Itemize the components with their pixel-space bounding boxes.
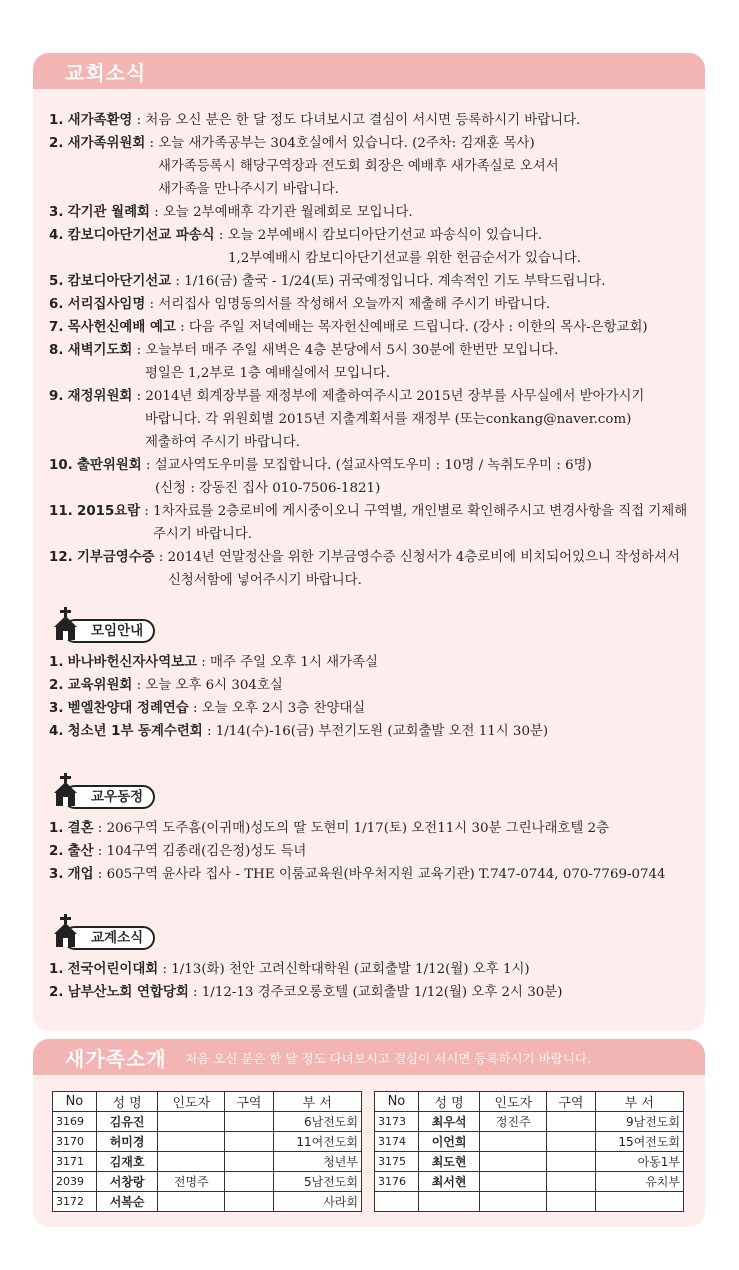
member-guide xyxy=(480,1192,547,1212)
table-header-cell: No xyxy=(375,1092,419,1112)
news-item-continuation: 신청서함에 넣어주시기 바랍니다. xyxy=(168,573,362,588)
meetings-item-text: : 1/14(수)-16(금) 부전기도원 (교회출발 오전 11시 30분) xyxy=(202,724,549,739)
news-item-text: 다음 주일 저녁예배는 목자헌신예배로 드립니다. (강사 : 이한의 목사-은항교회) xyxy=(188,320,648,335)
members-list xyxy=(49,817,699,886)
news-item-number: 11. xyxy=(49,504,73,519)
denomination-badge xyxy=(49,920,699,948)
news-item-separator: : xyxy=(132,389,146,404)
new-family-panel xyxy=(33,1039,705,1227)
members-item-number: 1. xyxy=(49,821,64,836)
news-item-title: 출판위원회 xyxy=(77,458,142,473)
member-number: 3171 xyxy=(53,1152,97,1172)
news-item-number: 2. xyxy=(49,136,64,151)
denomination-item-title: 남부산노회 연합당회 xyxy=(67,985,189,1000)
news-item-title: 캄보디아단기선교 xyxy=(67,274,172,289)
news-item-continuation: 새가족을 만나주시기 바랍니다. xyxy=(158,182,339,197)
member-name: 김유진 xyxy=(96,1112,158,1132)
member-district xyxy=(547,1152,595,1172)
members-badge xyxy=(49,779,699,807)
member-district xyxy=(225,1112,273,1132)
member-department: 사라회 xyxy=(273,1192,361,1212)
denomination-item xyxy=(49,958,699,981)
table-header-cell: 구역 xyxy=(547,1092,595,1112)
table-header-cell: No xyxy=(53,1092,97,1112)
meetings-badge xyxy=(49,613,699,641)
news-item-title: 2015요람 xyxy=(77,504,141,519)
meetings-item-text: : 매주 주일 오후 1시 새가족실 xyxy=(197,655,378,670)
member-guide xyxy=(480,1172,547,1192)
new-family-table-left xyxy=(52,1091,362,1212)
meetings-item-number: 2. xyxy=(49,678,64,693)
news-item-text: 1차자료를 2층로비에 게시중이오니 구역별, 개인별로 확인해주시고 변경사항을 직접 기제해 xyxy=(153,504,688,519)
member-name: 허미경 xyxy=(96,1132,158,1152)
member-district xyxy=(547,1192,595,1212)
table-header-cell: 부 서 xyxy=(273,1092,361,1112)
member-guide xyxy=(480,1132,547,1152)
news-item-number: 12. xyxy=(49,550,73,565)
news-item-separator: : xyxy=(141,458,155,473)
members-title: 교우동정 xyxy=(63,785,155,809)
news-item-separator: : xyxy=(145,297,159,312)
news-item xyxy=(49,201,699,224)
member-name: 최도현 xyxy=(418,1152,480,1172)
members-item-text: : 206구역 도주흠(이귀매)성도의 딸 도현미 1/17(토) 오전11시 30분 그린나래호텔 2층 xyxy=(93,821,609,836)
news-item xyxy=(49,316,699,339)
church-news-list xyxy=(49,109,699,592)
member-department: 청년부 xyxy=(273,1152,361,1172)
members-item-title: 개업 xyxy=(67,867,94,882)
meetings-item xyxy=(49,651,699,674)
news-item-title: 새가족환영 xyxy=(67,113,133,128)
church-news-header xyxy=(33,53,705,89)
meetings-item-text: : 오늘 오후 2시 3층 찬양대실 xyxy=(188,701,366,716)
news-item-continuation: 제출하여 주시기 바랍니다. xyxy=(145,435,301,450)
member-name: 서복순 xyxy=(96,1192,158,1212)
members-item-text: : 104구역 김종래(김은정)성도 득녀 xyxy=(93,844,307,859)
table-header-cell: 인도자 xyxy=(480,1092,547,1112)
table-header-cell: 부 서 xyxy=(595,1092,683,1112)
news-item-title: 기부금영수증 xyxy=(77,550,155,565)
members-item xyxy=(49,863,699,886)
church-news-panel xyxy=(33,53,705,1031)
member-department xyxy=(595,1192,683,1212)
news-item-continuation: (신청 : 강동진 집사 010-7506-1821) xyxy=(155,481,381,496)
member-number: 3173 xyxy=(375,1112,419,1132)
news-item-number: 7. xyxy=(49,320,64,335)
news-item-text: 오늘 새가족공부는 304호실에서 있습니다. (2주차: 김재훈 목사) xyxy=(158,136,535,151)
member-name: 최우석 xyxy=(418,1112,480,1132)
members-item-text: : 605구역 윤사라 집사 - THE 이룸교육원(바우처지원 교육기관) T.747-0744, 070-7769-0744 xyxy=(93,867,666,882)
member-district xyxy=(225,1152,273,1172)
denomination-item xyxy=(49,981,699,1004)
members-section xyxy=(49,779,699,886)
church-news-title: 교회소식 xyxy=(65,61,147,85)
news-item xyxy=(49,132,699,201)
table-row xyxy=(375,1152,684,1172)
denomination-item-title: 전국어린이대회 xyxy=(67,962,159,977)
news-item-separator: : xyxy=(175,320,189,335)
news-item-number: 9. xyxy=(49,389,64,404)
news-item-continuation: 바랍니다. 각 위원회별 2015년 지출계획서를 재정부 (또는conkang@naver.com) xyxy=(145,412,632,427)
news-item-text: 오늘 2부예배시 캄보디아단기선교 파송식이 있습니다. xyxy=(227,228,543,243)
news-item-number: 5. xyxy=(49,274,64,289)
member-guide: 정진주 xyxy=(480,1112,547,1132)
news-item-number: 6. xyxy=(49,297,64,312)
news-item-title: 목사헌신예배 예고 xyxy=(67,320,176,335)
news-item-separator: : xyxy=(171,274,185,289)
meetings-item-title: 벧엘찬양대 정례연습 xyxy=(67,701,189,716)
member-number: 3170 xyxy=(53,1132,97,1152)
member-name: 서창랑 xyxy=(96,1172,158,1192)
news-item-continuation: 주시기 바랍니다. xyxy=(153,527,253,542)
news-item xyxy=(49,224,699,270)
member-department: 6남전도회 xyxy=(273,1112,361,1132)
table-row xyxy=(53,1112,362,1132)
news-item-text: 설교사역도우미를 모집합니다. (설교사역도우미 : 10명 / 녹취도우미 : 6명) xyxy=(154,458,592,473)
denomination-list xyxy=(49,958,699,1004)
news-item-text: 2014년 회계장부를 재정부에 제출하여주시고 2015년 장부를 사무실에서 받아가시기 xyxy=(145,389,645,404)
member-number xyxy=(375,1192,419,1212)
news-item-title: 재정위원회 xyxy=(67,389,133,404)
meetings-item-title: 청소년 1부 동계수련회 xyxy=(67,724,203,739)
news-item-title: 서리집사임명 xyxy=(67,297,146,312)
denomination-title: 교계소식 xyxy=(63,926,155,950)
news-item-title: 캄보디아단기선교 파송식 xyxy=(67,228,215,243)
member-district xyxy=(225,1192,273,1212)
news-item xyxy=(49,500,699,546)
member-department: 11여전도회 xyxy=(273,1132,361,1152)
table-header-row xyxy=(53,1092,362,1112)
table-header-cell: 성 명 xyxy=(418,1092,480,1112)
church-icon xyxy=(53,773,79,807)
member-guide xyxy=(480,1152,547,1172)
new-family-table-right xyxy=(374,1091,684,1212)
member-department: 9남전도회 xyxy=(595,1112,683,1132)
member-department: 15여전도회 xyxy=(595,1132,683,1152)
news-item-separator: : xyxy=(132,113,146,128)
member-number: 3176 xyxy=(375,1172,419,1192)
member-department: 유치부 xyxy=(595,1172,683,1192)
denomination-section xyxy=(49,920,699,1004)
news-item-text: 처음 오신 분은 한 달 정도 다녀보시고 결심이 서시면 등록하시기 바랍니다. xyxy=(145,113,581,128)
member-number: 3175 xyxy=(375,1152,419,1172)
church-icon xyxy=(53,607,79,641)
meetings-item xyxy=(49,720,699,743)
meetings-item-number: 3. xyxy=(49,701,64,716)
news-item xyxy=(49,109,699,132)
members-item xyxy=(49,817,699,840)
table-row xyxy=(375,1172,684,1192)
meetings-item-title: 바나바헌신자사역보고 xyxy=(67,655,198,670)
member-guide: 전명주 xyxy=(158,1172,225,1192)
news-item-text: 2014년 연말정산을 위한 기부금영수증 신청서가 4층로비에 비치되어있으니 작성하셔서 xyxy=(167,550,680,565)
news-item-separator: : xyxy=(140,504,154,519)
member-department: 5남전도회 xyxy=(273,1172,361,1192)
members-item-title: 결혼 xyxy=(67,821,94,836)
member-number: 3174 xyxy=(375,1132,419,1152)
news-item xyxy=(49,270,699,293)
table-header-cell: 성 명 xyxy=(96,1092,158,1112)
news-item xyxy=(49,385,699,454)
table-row xyxy=(53,1132,362,1152)
meetings-item xyxy=(49,674,699,697)
news-item xyxy=(49,546,699,592)
member-district xyxy=(547,1132,595,1152)
news-item-text: 오늘 2부예배후 각기관 월례회로 모입니다. xyxy=(162,205,413,220)
new-family-title: 새가족소개 xyxy=(65,1047,167,1071)
news-item-separator: : xyxy=(145,136,159,151)
member-district xyxy=(225,1132,273,1152)
table-header-cell: 구역 xyxy=(225,1092,273,1112)
member-district xyxy=(547,1112,595,1132)
church-icon xyxy=(53,914,79,948)
member-name: 김재호 xyxy=(96,1152,158,1172)
member-name: 이언희 xyxy=(418,1132,480,1152)
table-row xyxy=(375,1132,684,1152)
news-item-separator: : xyxy=(214,228,228,243)
meetings-item-text: : 오늘 오후 6시 304호실 xyxy=(132,678,283,693)
meetings-item xyxy=(49,697,699,720)
table-header-row xyxy=(375,1092,684,1112)
member-name xyxy=(418,1192,480,1212)
table-row xyxy=(53,1192,362,1212)
table-row xyxy=(53,1152,362,1172)
new-family-subtitle: 처음 오신 분은 한 달 정도 다녀보시고 결심이 서시면 등록하시기 바랍니다. xyxy=(185,1051,591,1066)
news-item-title: 새가족위원회 xyxy=(67,136,146,151)
denomination-item-number: 2. xyxy=(49,985,64,1000)
news-item-continuation: 새가족등록시 해당구역장과 전도회 회장은 예배후 새가족실로 오셔서 xyxy=(158,159,559,174)
news-item-number: 4. xyxy=(49,228,64,243)
member-name: 최서현 xyxy=(418,1172,480,1192)
news-item-separator: : xyxy=(154,550,168,565)
member-district xyxy=(225,1172,273,1192)
news-item xyxy=(49,454,699,500)
member-guide xyxy=(158,1112,225,1132)
meetings-section xyxy=(49,613,699,743)
news-item-continuation: 평일은 1,2부로 1층 예배실에서 모입니다. xyxy=(145,366,391,381)
news-item-number: 3. xyxy=(49,205,64,220)
new-family-header xyxy=(33,1039,705,1075)
members-item xyxy=(49,840,699,863)
member-guide xyxy=(158,1152,225,1172)
member-number: 2039 xyxy=(53,1172,97,1192)
news-item-text: 1/16(금) 출국 - 1/24(토) 귀국예정입니다. 계속적인 기도 부탁드립니다. xyxy=(184,274,606,289)
member-district xyxy=(547,1172,595,1192)
member-number: 3172 xyxy=(53,1192,97,1212)
news-item-number: 8. xyxy=(49,343,64,358)
meetings-item-number: 4. xyxy=(49,724,64,739)
news-item xyxy=(49,339,699,385)
news-item-number: 1. xyxy=(49,113,64,128)
members-item-title: 출산 xyxy=(67,844,94,859)
meetings-list xyxy=(49,651,699,743)
member-guide xyxy=(158,1132,225,1152)
news-item-text: 오늘부터 매주 주일 새벽은 4층 본당에서 5시 30분에 한번만 모입니다. xyxy=(145,343,559,358)
table-row xyxy=(375,1112,684,1132)
members-item-number: 3. xyxy=(49,867,64,882)
news-item xyxy=(49,293,699,316)
member-number: 3169 xyxy=(53,1112,97,1132)
members-item-number: 2. xyxy=(49,844,64,859)
news-item-continuation: 1,2부예배시 캄보디아단기선교를 위한 헌금순서가 있습니다. xyxy=(228,251,582,266)
denomination-item-text: : 1/12-13 경주코오롱호텔 (교회출발 1/12(월) 오후 2시 30분) xyxy=(188,985,563,1000)
news-item-title: 새벽기도회 xyxy=(67,343,133,358)
meetings-item-title: 교육위원회 xyxy=(67,678,133,693)
news-item-number: 10. xyxy=(49,458,73,473)
news-item-separator: : xyxy=(149,205,163,220)
news-item-text: 서리집사 임명동의서를 작성해서 오늘까지 제출해 주시기 바랍니다. xyxy=(158,297,551,312)
news-item-title: 각기관 월례회 xyxy=(67,205,150,220)
news-item-separator: : xyxy=(132,343,146,358)
denomination-item-number: 1. xyxy=(49,962,64,977)
member-department: 아동1부 xyxy=(595,1152,683,1172)
denomination-item-text: : 1/13(화) 천안 고려신학대학원 (교회출발 1/12(월) 오후 1시) xyxy=(158,962,530,977)
meetings-item-number: 1. xyxy=(49,655,64,670)
table-row xyxy=(375,1192,684,1212)
table-header-cell: 인도자 xyxy=(158,1092,225,1112)
table-row xyxy=(53,1172,362,1192)
meetings-title: 모임안내 xyxy=(63,619,155,643)
member-guide xyxy=(158,1192,225,1212)
